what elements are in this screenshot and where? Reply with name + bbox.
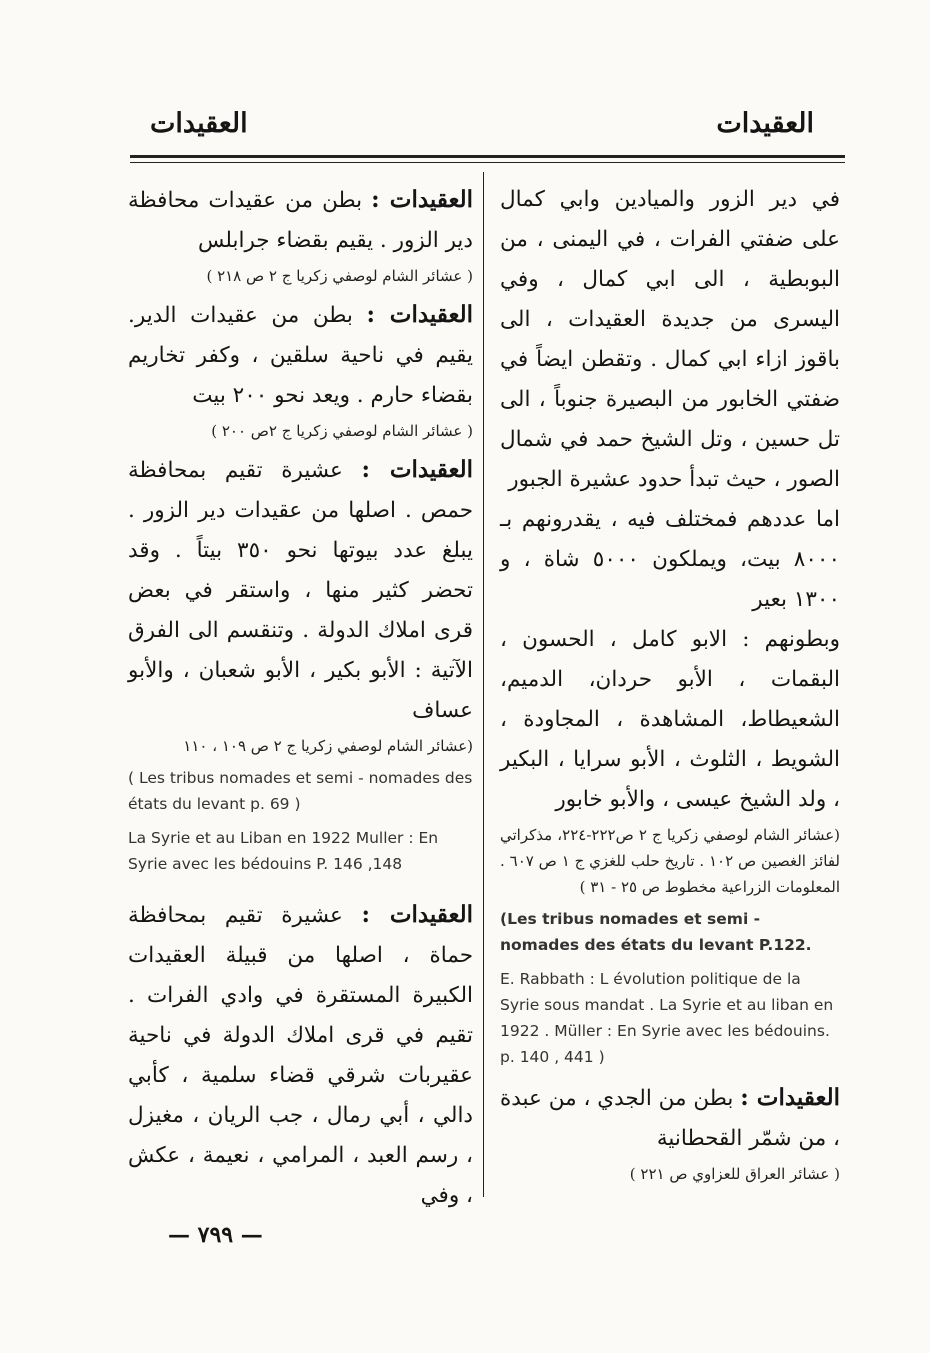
entry-heading: العقيدات : bbox=[366, 301, 473, 328]
entry-heading: العقيدات : bbox=[740, 1084, 840, 1111]
entry bbox=[500, 1078, 840, 1159]
citation: (عشائر الشام لوصفي زكريا ج ٢ ص٢٢٢-٢٢٤، مذكراتي لفائز الغصين ص ١٠٢ . تاريخ حلب للغزي ج ١ ص ٦٠٧ . المعلومات الزراعية مخطوط ص ٢٥ - ٣١ ) bbox=[500, 826, 841, 896]
right-column bbox=[500, 180, 840, 1193]
entry-heading: العقيدات : bbox=[361, 456, 474, 483]
entry-text: بطن من عقيدات محافظة دير الزور . يقيم بقضاء جرابلس bbox=[128, 188, 473, 253]
citation: ( عشائر العراق للعزاوي ص ٢٢١ ) bbox=[629, 1165, 840, 1183]
entry bbox=[128, 895, 473, 1216]
entry bbox=[128, 450, 473, 731]
running-header-right: العقيدات bbox=[716, 108, 814, 139]
column-divider bbox=[483, 172, 484, 1197]
french-citation: (Les tribus nomades et semi - nomades des états du levant P.122. bbox=[500, 910, 812, 954]
entry bbox=[128, 295, 473, 416]
citation: (عشائر الشام لوصفي زكريا ج ٢ ص ١٠٩ ، ١١٠ bbox=[183, 737, 473, 755]
entry-text: بطن من الجدي ، من عبدة ، من شمّر القحطانية bbox=[500, 1086, 840, 1151]
header-rule-thin bbox=[130, 162, 845, 163]
french-citation: ( Les tribus nomades et semi - nomades des états du levant p. 69 ) bbox=[128, 769, 473, 813]
entry-heading: العقيدات : bbox=[371, 186, 473, 213]
paragraph-subclans: وبطونهم : الابو كامل ، الحسون ، البقمات ، الأبو حردان، الدميم، الشعيطاط، المشاهدة ، المجاودة ، الشويط ، الثلوث ، الأبو سرايا ، البكير ، ولد الشيخ عيسى ، والأبو خابور bbox=[500, 627, 840, 812]
citation: ( عشائر الشام لوصفي زكريا ج ٢ص ٢٠٠ ) bbox=[211, 422, 473, 440]
french-citation: La Syrie et au Liban en 1922 Muller : En Syrie avec les bédouins P. 146 ,148 bbox=[128, 829, 439, 873]
french-citation: E. Rabbath : L évolution politique de la Syrie sous mandat . La Syrie et au liban en 1922 . Müller : En Syrie avec les bédouins. p. 140 , 441 ) bbox=[500, 970, 834, 1066]
citation: ( عشائر الشام لوصفي زكريا ج ٢ ص ٢١٨ ) bbox=[206, 267, 473, 285]
paragraph-population: اما عددهم فمختلف فيه ، يقدرونهم بـ ٨٠٠٠ بيت، ويملكون ٥٠٠٠ شاة ، و ١٣٠٠ بعير bbox=[500, 507, 840, 612]
entry-heading: العقيدات : bbox=[361, 901, 474, 928]
left-column bbox=[128, 180, 473, 1216]
spacer bbox=[128, 885, 473, 895]
entry bbox=[128, 180, 473, 261]
page-number: — ٧٩٩ — bbox=[168, 1222, 263, 1248]
running-header-left: العقيدات bbox=[150, 108, 248, 139]
paragraph-locations: في دير الزور والميادين وابي كمال على ضفتي الفرات ، في اليمنى ، من البوبطية ، الى ابي كمال ، وفي اليسرى من جديدة العقيدات ، الى باقوز ازاء ابي كمال . وتقطن ايضاً في ضفتي الخابور من البصيرة جنوباً ، الى تل حسين ، وتل الشيخ حمد في شمال الصور ، حيث تبدأ حدود عشيرة الجبور bbox=[500, 187, 840, 492]
entry-text: عشيرة تقيم بمحافظة حماة ، اصلها من قبيلة العقيدات الكبيرة المستقرة في وادي الفرات . تقيم في قرى املاك الدولة في ناحية عقيربات شرقي قضاء سلمية ، كأبي دالي ، أبي رمال ، جب الريان ، مغيزل ، رسم العبد ، المرامي ، نعيمة ، عكش ، وفي bbox=[128, 903, 473, 1208]
entry-text: بطن من عقيدات الدير. يقيم في ناحية سلقين ، وكفر تخاريم بقضاء حارم . ويعد نحو ٢٠٠ بيت bbox=[128, 303, 473, 408]
entry-text: عشيرة تقيم بمحافظة حمص . اصلها من عقيدات دير الزور . يبلغ عدد بيوتها نحو ٣٥٠ بيتاً . وقد تحضر كثير منها ، واستقر في بعض قرى املاك الدولة . وتنقسم الى الفرق الآتية : الأبو بكير ، الأبو شعبان ، والأبو عساف bbox=[128, 458, 473, 723]
header-rule-thick bbox=[130, 155, 845, 158]
